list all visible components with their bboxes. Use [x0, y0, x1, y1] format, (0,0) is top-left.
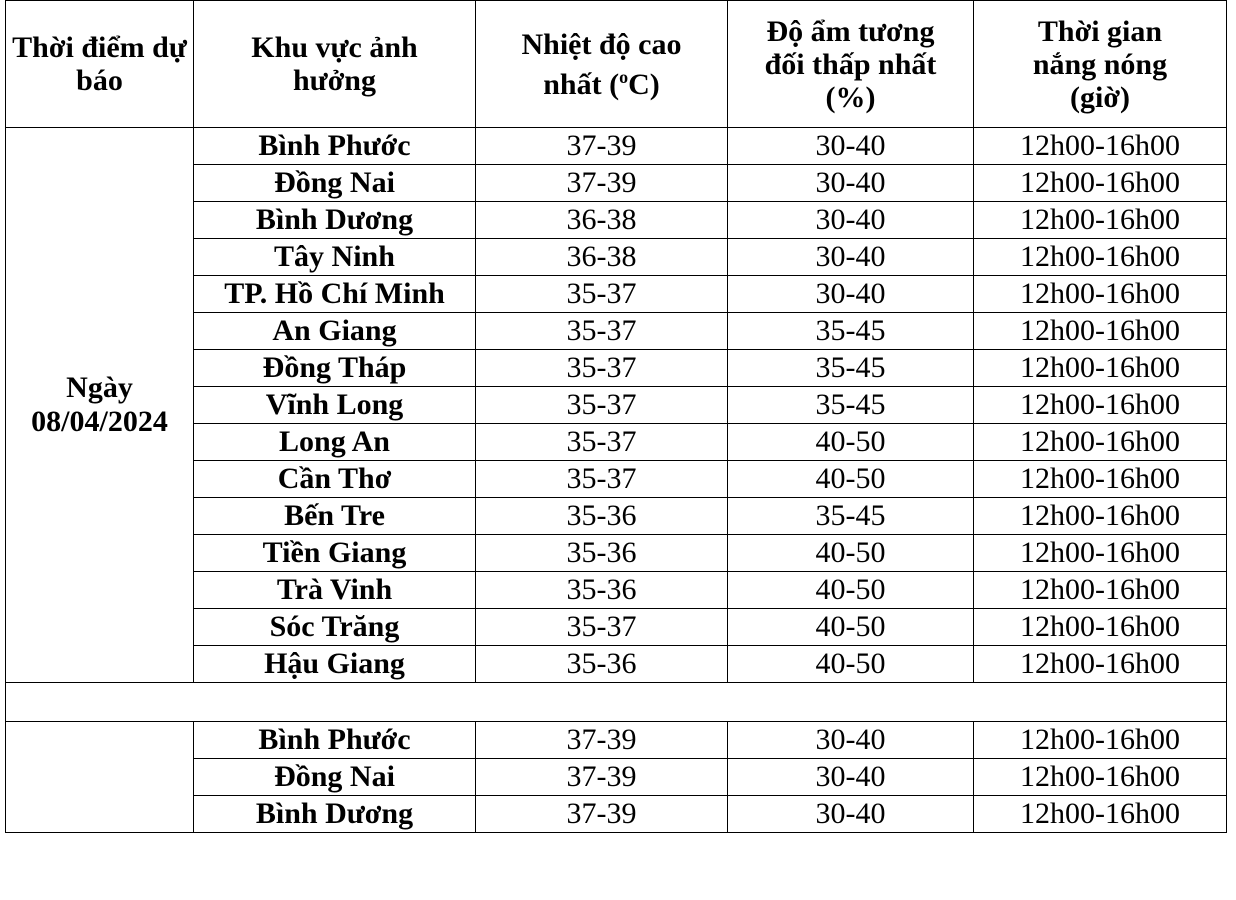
group-2-body — [6, 722, 1227, 833]
province-cell: Bến Tre — [194, 498, 476, 535]
max-temp-cell: 35-36 — [476, 646, 728, 683]
max-temp-cell: 37-39 — [476, 796, 728, 833]
hot-hours-cell: 12h00-16h00 — [974, 128, 1227, 165]
min-humidity-cell: 30-40 — [728, 128, 974, 165]
province-cell: Bình Dương — [194, 796, 476, 833]
province-cell: Bình Phước — [194, 128, 476, 165]
hot-hours-cell: 12h00-16h00 — [974, 424, 1227, 461]
min-humidity-cell: 40-50 — [728, 609, 974, 646]
max-temp-cell: 37-39 — [476, 128, 728, 165]
max-temp-cell: 35-36 — [476, 498, 728, 535]
forecast-date-cell — [6, 722, 194, 833]
header-max-temperature: Nhiệt độ cao nhất ($^o$C) — [476, 1, 728, 128]
hot-hours-cell: 12h00-16h00 — [974, 796, 1227, 833]
forecast-table — [5, 0, 1227, 833]
header-hot-hours: Thời gian nắng nóng (giờ) — [974, 1, 1227, 128]
min-humidity-cell: 30-40 — [728, 276, 974, 313]
province-cell: Đồng Tháp — [194, 350, 476, 387]
hot-hours-cell: 12h00-16h00 — [974, 350, 1227, 387]
header-row — [6, 1, 1227, 128]
hot-hours-cell: 12h00-16h00 — [974, 461, 1227, 498]
min-humidity-cell: 40-50 — [728, 646, 974, 683]
spacer-cell — [6, 683, 1227, 722]
province-cell: Đồng Nai — [194, 759, 476, 796]
header-min-humidity: Độ ẩm tương đối thấp nhất (%) — [728, 1, 974, 128]
hot-hours-cell: 12h00-16h00 — [974, 202, 1227, 239]
province-cell: Sóc Trăng — [194, 609, 476, 646]
max-temp-cell: 35-36 — [476, 535, 728, 572]
hot-hours-cell: 12h00-16h00 — [974, 239, 1227, 276]
hot-hours-cell: 12h00-16h00 — [974, 609, 1227, 646]
max-temp-cell: 35-37 — [476, 424, 728, 461]
min-humidity-cell: 40-50 — [728, 535, 974, 572]
min-humidity-cell: 35-45 — [728, 387, 974, 424]
min-humidity-cell: 30-40 — [728, 722, 974, 759]
min-humidity-cell: 35-45 — [728, 498, 974, 535]
hot-hours-cell: 12h00-16h00 — [974, 535, 1227, 572]
max-temp-cell: 35-36 — [476, 572, 728, 609]
min-humidity-cell: 30-40 — [728, 202, 974, 239]
province-cell: Hậu Giang — [194, 646, 476, 683]
province-cell: An Giang — [194, 313, 476, 350]
min-humidity-cell: 30-40 — [728, 796, 974, 833]
max-temp-cell: 35-37 — [476, 461, 728, 498]
province-cell: Tây Ninh — [194, 239, 476, 276]
max-temp-cell: 35-37 — [476, 350, 728, 387]
max-temp-cell: 36-38 — [476, 202, 728, 239]
header-forecast-time: Thời điểm dự báo — [6, 1, 194, 128]
province-cell: Cần Thơ — [194, 461, 476, 498]
min-humidity-cell: 40-50 — [728, 424, 974, 461]
max-temp-cell: 37-39 — [476, 759, 728, 796]
max-temp-cell: 37-39 — [476, 165, 728, 202]
province-cell: Bình Dương — [194, 202, 476, 239]
spacer-row — [6, 683, 1227, 722]
province-cell: Tiền Giang — [194, 535, 476, 572]
max-temp-cell: 37-39 — [476, 722, 728, 759]
header-affected-area: Khu vực ảnh hưởng — [194, 1, 476, 128]
province-cell: Trà Vinh — [194, 572, 476, 609]
max-temp-cell: 35-37 — [476, 276, 728, 313]
hot-hours-cell: 12h00-16h00 — [974, 722, 1227, 759]
table-row — [6, 128, 1227, 165]
max-temp-cell: 35-37 — [476, 387, 728, 424]
province-cell: Đồng Nai — [194, 165, 476, 202]
max-temp-cell: 36-38 — [476, 239, 728, 276]
table-row — [6, 722, 1227, 759]
max-temp-cell: 35-37 — [476, 313, 728, 350]
hot-hours-cell: 12h00-16h00 — [974, 498, 1227, 535]
hot-hours-cell: 12h00-16h00 — [974, 313, 1227, 350]
province-cell: Vĩnh Long — [194, 387, 476, 424]
min-humidity-cell: 30-40 — [728, 165, 974, 202]
hot-hours-cell: 12h00-16h00 — [974, 759, 1227, 796]
max-temp-cell: 35-37 — [476, 609, 728, 646]
hot-hours-cell: 12h00-16h00 — [974, 646, 1227, 683]
min-humidity-cell: 35-45 — [728, 350, 974, 387]
province-cell: Long An — [194, 424, 476, 461]
hot-hours-cell: 12h00-16h00 — [974, 387, 1227, 424]
min-humidity-cell: 30-40 — [728, 759, 974, 796]
forecast-date-cell: Ngày 08/04/2024 — [6, 128, 194, 683]
min-humidity-cell: 40-50 — [728, 572, 974, 609]
hot-hours-cell: 12h00-16h00 — [974, 572, 1227, 609]
group-1-body — [6, 128, 1227, 683]
hot-hours-cell: 12h00-16h00 — [974, 276, 1227, 313]
min-humidity-cell: 30-40 — [728, 239, 974, 276]
min-humidity-cell: 40-50 — [728, 461, 974, 498]
province-cell: Bình Phước — [194, 722, 476, 759]
province-cell: TP. Hồ Chí Minh — [194, 276, 476, 313]
hot-hours-cell: 12h00-16h00 — [974, 165, 1227, 202]
min-humidity-cell: 35-45 — [728, 313, 974, 350]
